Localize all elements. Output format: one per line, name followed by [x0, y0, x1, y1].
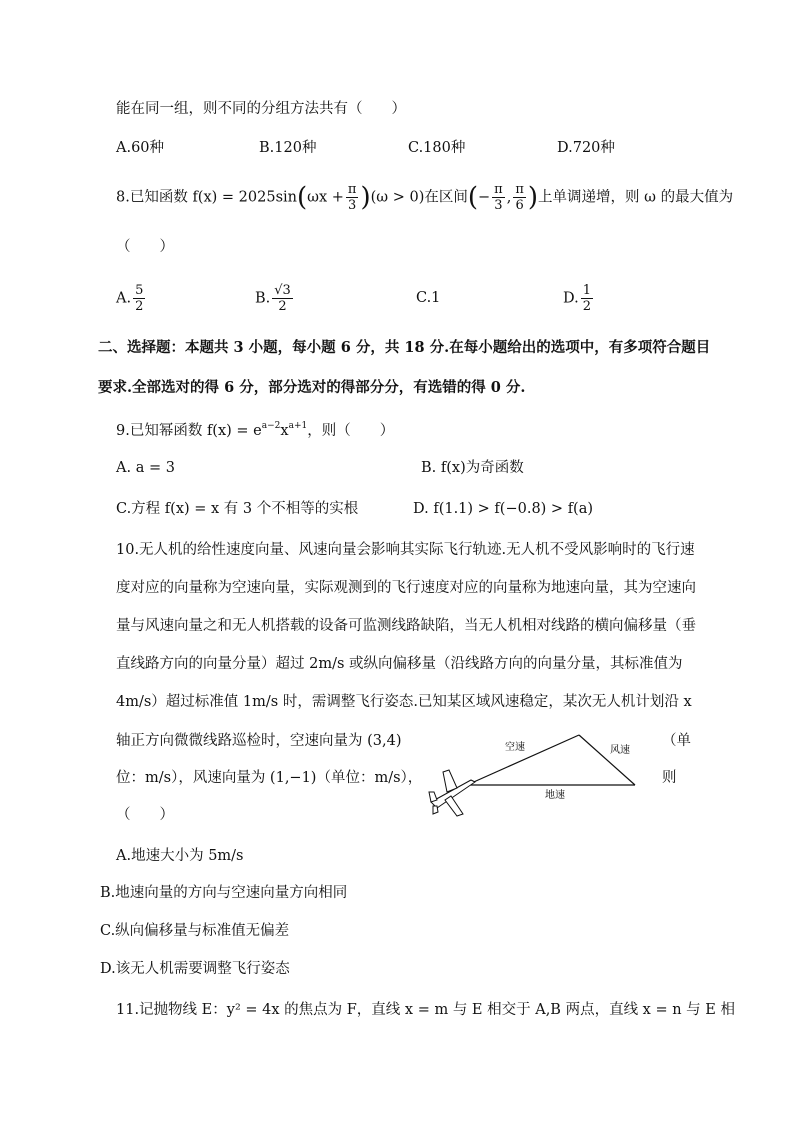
- q8-option-c: C.1: [416, 290, 441, 306]
- q8-interval-right: $\frac{\pi}{6}$: [515, 182, 524, 213]
- q10-line-7b: 则: [662, 770, 677, 786]
- q10-line-1: 10.无人机的给性速度向量、风速向量会影响其实际飞行轨迹.无人机不受风影响时的飞行速: [116, 542, 695, 558]
- q11-stem: 11.记抛物线 E：y² = 4x 的焦点为 F，直线 x = m 与 E 相交于 A,B 两点，直线 x = n 与 E 相: [116, 1002, 735, 1018]
- q10-line-7a: 位：m/s），风速向量为 (1,−1)（单位：m/s），: [116, 770, 423, 786]
- q8-omega-condition: (ω > 0)在区间: [370, 189, 468, 206]
- q8-omega-x: ωx +: [307, 189, 344, 206]
- airplane-icon: [429, 770, 475, 816]
- q8-answer-paren: （ ）: [116, 239, 174, 255]
- label-ground-speed: 地速: [545, 790, 565, 801]
- q9-option-b: B. f(x)为奇函数: [421, 460, 524, 476]
- label-air-speed: 空速: [505, 742, 525, 753]
- label-wind-speed: 风速: [610, 745, 630, 756]
- q8-option-d: D. $\frac{1}{2}$: [563, 283, 591, 314]
- q10-answer-paren: （ ）: [116, 807, 174, 823]
- q10-line-2: 度对应的向量称为空速向量，实际观测到的飞行速度对应的向量称为地速向量，其为空速向: [116, 580, 696, 596]
- q7-option-a: A.60种: [116, 140, 165, 156]
- q10-option-c: C.纵向偏移量与标准值无偏差: [100, 923, 290, 939]
- q10-option-d: D.该无人机需要调整飞行姿态: [100, 961, 290, 977]
- q10-option-b: B.地速向量的方向与空速向量方向相同: [100, 885, 348, 901]
- question-intro-text: 能在同一组，则不同的分组方法共有（ ）: [116, 101, 406, 117]
- section2-heading-line1: 二、选择题：本题共 3 小题，每小题 6 分，共 18 分.在每小题给出的选项中，有多项符合题目: [98, 339, 711, 356]
- q8-stem-start: 8.已知函数 f(x) = 2025sin: [116, 189, 297, 206]
- q8-option-b: B. $\frac{√3}{2}$: [255, 283, 291, 314]
- q10-line-3: 量与风速向量之和无人机搭载的设备可监测线路缺陷，当无人机相对线路的横向偏移量（垂: [116, 618, 696, 634]
- q9-option-a: A. a = 3: [116, 460, 175, 476]
- wind-speed-vector-line: [579, 735, 635, 785]
- q7-option-b: B.120种: [259, 140, 317, 156]
- q8-pi-over-3: $\frac{\pi}{3}$: [347, 182, 357, 213]
- section2-heading-line2: 要求.全部选对的得 6 分，部分选对的得部分分，有选错的得 0 分.: [98, 379, 526, 396]
- q7-option-c: C.180种: [408, 140, 466, 156]
- q10-option-a: A.地速大小为 5m/s: [116, 848, 244, 864]
- q10-line-6a: 轴正方向微微线路巡检时，空速向量为 (3,4): [116, 733, 402, 749]
- velocity-vector-diagram: [425, 730, 645, 820]
- q8-stem-end: 上单调递增，则 ω 的最大值为: [538, 189, 734, 206]
- q8-stem: 8.已知函数 f(x) = 2025sin(ωx + $\frac{\pi}{3}$ )(ω > 0)在区间(− $\frac{\pi}{3}$ , $\frac{\pi}{6}$ )上单调递增，则 ω 的最大值为: [116, 182, 734, 213]
- q9-option-c: C.方程 f(x) = x 有 3 个不相等的实根: [116, 501, 359, 517]
- q10-line-5: 4m/s）超过标准值 1m/s 时，需调整飞行姿态.已知某区域风速稳定，某次无人机计划沿 x: [116, 694, 692, 710]
- q10-line-6b: （单: [662, 733, 691, 749]
- q8-interval-left: $\frac{\pi}{3}$: [494, 182, 503, 213]
- q9-option-d: D. f(1.1) > f(−0.8) > f(a): [413, 501, 594, 517]
- q7-option-d: D.720种: [557, 140, 615, 156]
- q10-line-4: 直线路方向的向量分量）超过 2m/s 或纵向偏移量（沿线路方向的向量分量，其标准值为: [116, 656, 683, 672]
- q8-option-a: A. $\frac{5}{2}$: [116, 283, 144, 314]
- q9-stem: 9.已知幂函数 $f(x) = e^{a-2}x^{a+1}$，则（ ）: [116, 421, 395, 439]
